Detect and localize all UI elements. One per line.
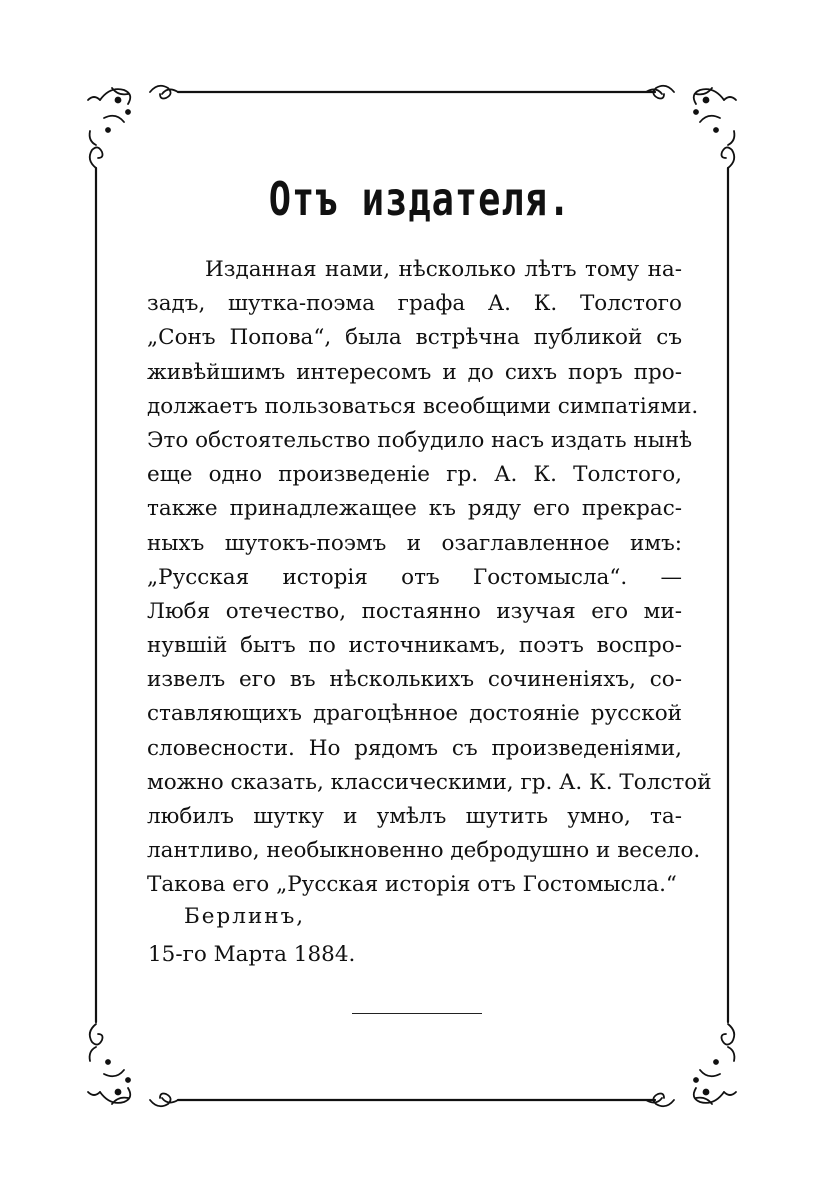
text-line: Изданная нами, нѣсколько лѣтъ тому на- [205, 257, 682, 282]
body-text [147, 253, 712, 903]
signature [148, 898, 355, 974]
text-line: „Сонъ Попова“, была встрѣчна публикой съ [147, 325, 682, 351]
text-line: Любя отечество, постаянно изучая его ми- [147, 598, 682, 624]
text-line: должаетъ пользоваться всеобщими симпатіями. [147, 393, 699, 419]
text-line: нувшій бытъ по источникамъ, поэтъ воспро- [147, 633, 682, 659]
text-line: Это обстоятельство побудило насъ издать нынѣ [147, 427, 693, 453]
text-line: лантливо, необыкновенно дебродушно и весело. [147, 838, 701, 864]
text-line: можно сказать, классическими, гр. А. К. Толстой [147, 769, 712, 795]
corner-ornament-top-left [88, 86, 178, 168]
text-line: ставляющихъ драгоцѣнное достояніе русской [147, 701, 682, 727]
text-line: также принадлежащее къ ряду его прекрас- [147, 496, 682, 522]
text-line: живѣйшимъ интересомъ и до сихъ поръ про- [147, 359, 682, 385]
closing-rule [352, 1013, 482, 1014]
text-line: Такова его „Русская исторія отъ Гостомысла.“ [147, 872, 677, 898]
signature-date: 15-го Марта 1884. [148, 942, 356, 967]
text-line: извелъ его въ нѣсколькихъ сочиненіяхъ, со- [147, 667, 682, 693]
text-line: „Русская исторія отъ Гостомысла“. — [147, 564, 682, 590]
text-line: словесности. Но рядомъ съ произведеніями, [147, 735, 682, 761]
text-line: еще одно произведеніе гр. А. К. Толстого, [147, 462, 682, 488]
text-line: ныхъ шутокъ-поэмъ и озаглавленное имъ: [147, 530, 682, 556]
signature-city: Берлинъ, [184, 904, 306, 929]
page-title: Отъ издателя. [268, 172, 572, 227]
text-line: задъ, шутка-поэма графа А. К. Толстого [147, 291, 682, 317]
corner-ornament-top-right [646, 86, 736, 168]
text-line: любилъ шутку и умѣлъ шутить умно, та- [147, 804, 682, 829]
corner-ornament-bottom-right [646, 1024, 736, 1106]
corner-ornament-bottom-left [88, 1024, 178, 1106]
